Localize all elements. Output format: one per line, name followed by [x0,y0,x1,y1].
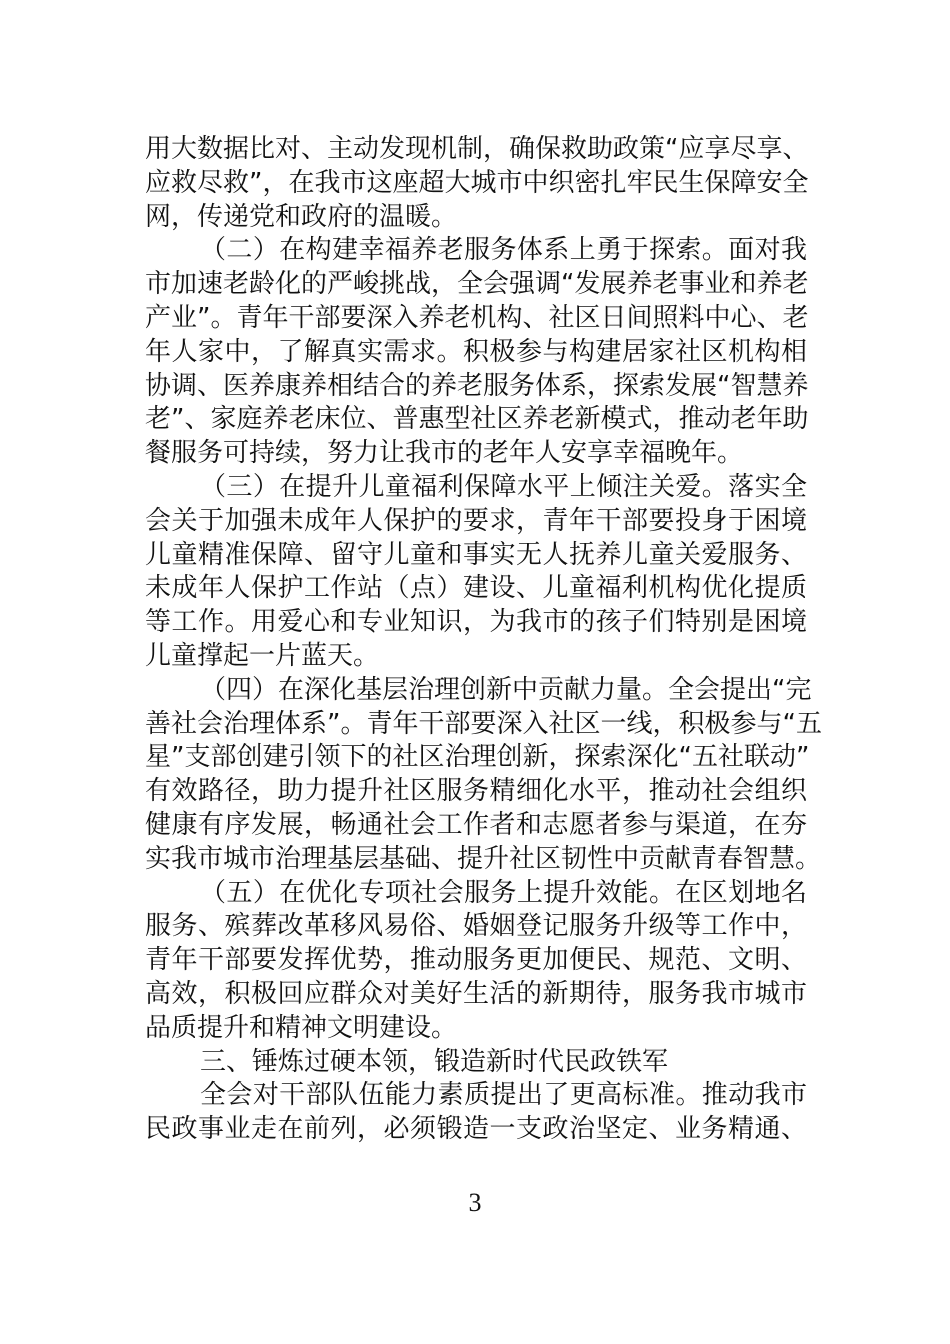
text-line: 善社会治理体系”。青年干部要深入社区一线，积极参与“五 [145,708,822,739]
text-line: （三）在提升儿童福利保障水平上倾注关爱。落实全 [200,471,807,502]
text-line: 服务、殡葬改革移风易俗、婚姻登记服务升级等工作中， [145,911,807,942]
text-line: 用大数据比对、主动发现机制，确保救助政策“应享尽享、 [145,134,809,164]
text-line: 餐服务可持续，努力让我市的老年人安享幸福晚年。 [145,438,744,469]
paragraph [145,471,807,674]
text-line: 星”支部创建引领下的社区治理创新，探索深化“五社联动” [145,742,810,773]
paragraph [145,674,822,877]
text-line: 老”、家庭养老床位、普惠型社区养老新模式，推动老年助 [145,404,809,435]
text-line: 年人家中，了解真实需求。积极参与构建居家社区机构相 [145,336,807,367]
paragraph [145,133,807,234]
text-line: 等工作。用爱心和专业知识，为我市的孩子们特别是困境 [145,607,807,638]
text-line: 三、锤炼过硬本领，锻造新时代民政铁军 [200,1046,669,1077]
text-line: （四）在深化基层治理创新中贡献力量。全会提出“完 [200,674,812,705]
text-line: 应救尽救”，在我市这座超大城市中织密扎牢民生保障安全 [145,167,809,198]
text-line: 产业”。青年干部要深入养老机构、社区日间照料中心、老 [145,302,809,333]
document-body [145,133,822,1147]
paragraph [145,877,807,1046]
text-line: 青年干部要发挥优势，推动服务更加便民、规范、文明、 [145,945,807,976]
text-line: 全会对干部队伍能力素质提出了更高标准。推动我市 [200,1080,807,1111]
paragraph [145,234,807,471]
text-line: 协调、医养康养相结合的养老服务体系，探索发展“智慧养 [145,370,809,401]
text-line: 有效路径，助力提升社区服务精细化水平，推动社会组织 [145,776,807,807]
text-line: 健康有序发展，畅通社会工作者和志愿者参与渠道，在夯 [145,809,807,840]
text-line: 品质提升和精神文明建设。 [145,1012,458,1043]
text-line: 未成年人保护工作站（点）建设、儿童福利机构优化提质 [145,573,807,604]
paragraph [145,1079,807,1147]
text-line: 网，传递党和政府的温暖。 [145,201,458,232]
text-line: （五）在优化专项社会服务上提升效能。在区划地名 [200,877,807,908]
page-number: 3 [468,1188,482,1217]
text-line: 儿童撑起一片蓝天。 [145,640,380,671]
section-heading [145,1046,807,1080]
text-line: 民政事业走在前列，必须锻造一支政治坚定、业务精通、 [145,1114,807,1145]
text-line: 市加速老龄化的严峻挑战，全会强调“发展养老事业和养老 [145,269,809,300]
text-line: （二）在构建幸福养老服务体系上勇于探索。面对我 [200,235,807,266]
text-line: 会关于加强未成年人保护的要求，青年干部要投身于困境 [145,505,807,536]
text-line: 实我市城市治理基层基础、提升社区韧性中贡献青春智慧。 [145,843,822,874]
text-line: 高效，积极回应群众对美好生活的新期待，服务我市城市 [145,978,807,1009]
text-line: 儿童精准保障、留守儿童和事实无人抚养儿童关爱服务、 [145,539,807,570]
